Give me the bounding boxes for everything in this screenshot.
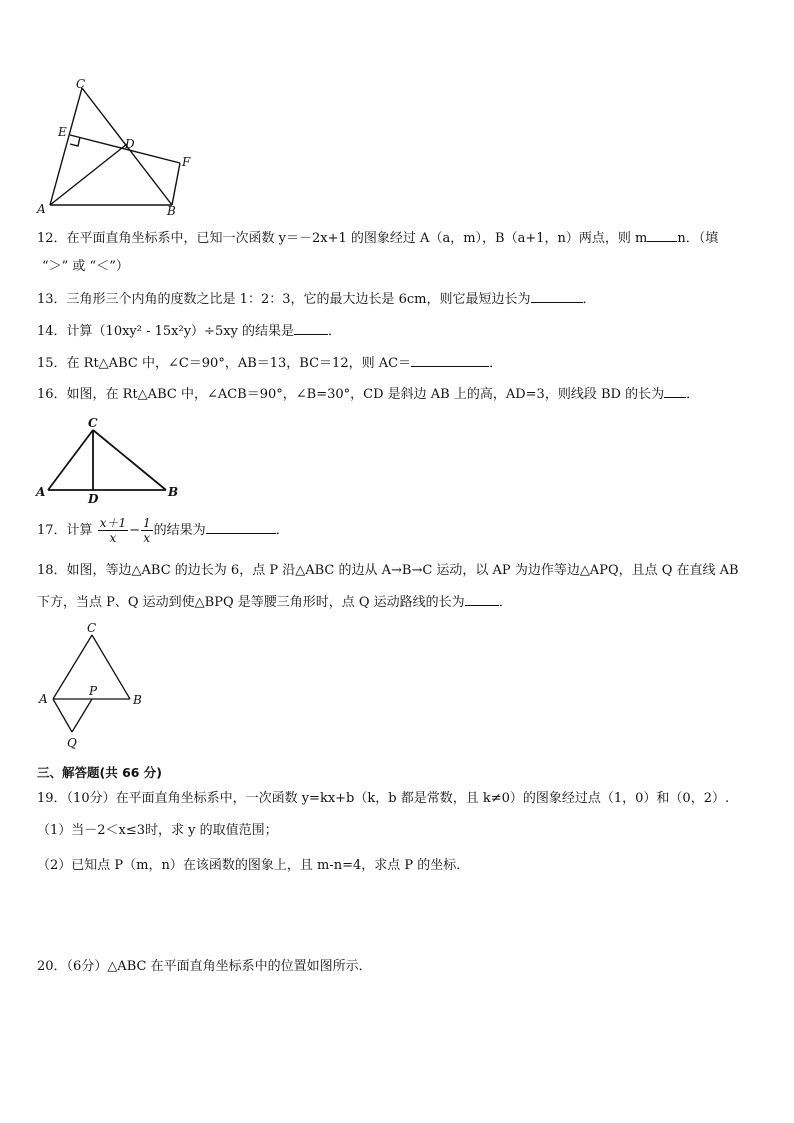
question-12-cont [42, 258, 129, 276]
question-16 [37, 385, 699, 404]
q14-text-b: ． [328, 324, 342, 339]
figure2-label-d: D [88, 492, 99, 506]
figure1-lines [50, 88, 180, 205]
q17-minus: − [129, 523, 140, 538]
question-19-part-2 [37, 857, 469, 875]
figure1-label-c: C [76, 77, 86, 91]
q14-text-a: 14．计算（10xy² - 15x²y）÷5xy 的结果是 [37, 324, 295, 339]
q16-answer-blank[interactable] [664, 385, 686, 398]
q17-fraction-1 [98, 516, 128, 545]
q16-text-a: 16．如图，在 Rt△ABC 中，∠ACB＝90°，∠B=30°，CD 是斜边 AB 上的高，AD=3，则线段 BD 的长为 [37, 387, 665, 402]
q18-text-b: 下方，当点 P、Q 运动到使△BPQ 是等腰三角形时，点 Q 运动路线的长为 [37, 595, 465, 610]
q12-text-c: “＞” 或 “＜”） [42, 259, 129, 274]
figure3-label-b: B [133, 693, 142, 707]
question-15 [37, 354, 502, 373]
question-13 [37, 290, 596, 309]
q18-answer-blank[interactable] [465, 593, 499, 606]
figure3-label-a: A [39, 692, 48, 706]
q17-answer-blank[interactable] [206, 521, 276, 534]
figure1-label-f: F [182, 155, 191, 169]
question-18 [37, 562, 739, 580]
question-12 [37, 229, 718, 248]
figure1-label-b: B [167, 204, 176, 218]
question-19-part-1 [37, 822, 278, 840]
q18-text-c: ． [498, 595, 512, 610]
figure2-lines [48, 430, 166, 490]
question-19 [37, 790, 729, 808]
question-18-cont [37, 593, 512, 612]
q17-text-b: 的结果为 [153, 523, 206, 538]
figure1-label-e: E [58, 125, 67, 139]
q14-answer-blank[interactable] [294, 322, 328, 335]
q13-answer-blank[interactable] [531, 290, 583, 303]
q17-frac2-numerator: 1 [143, 516, 151, 530]
q19-part2: （2）已知点 P（m，n）在该函数的图象上，且 m-n=4，求点 P 的坐标． [37, 858, 470, 873]
q17-frac1-numerator: x＋1 [99, 516, 127, 530]
q17-frac2-denominator: x [143, 531, 151, 545]
figure-equilateral-triangles [34, 620, 164, 750]
q15-text-b: ． [489, 356, 503, 371]
figure2-label-b: B [168, 485, 179, 499]
q15-answer-blank[interactable] [411, 354, 489, 367]
figure1-label-d: D [125, 137, 135, 151]
q13-text-b: ． [582, 292, 596, 307]
figure3-label-q: Q [67, 736, 77, 750]
q19-part1: （1）当－2＜x≤3时，求 y 的取值范围； [37, 823, 278, 838]
q15-text-a: 15．在 Rt△ABC 中，∠C＝90°，AB＝13，BC＝12，则 AC＝ [37, 356, 412, 371]
figure-right-triangle-abc [34, 414, 194, 504]
figure2-label-c: C [88, 416, 98, 430]
figure-triangle-abc-with-d [30, 78, 190, 218]
q18-text-a: 18．如图，等边△ABC 的边长为 6，点 P 沿△ABC 的边从 A→B→C 运动，以 AP 为边作等边△APQ，且点 Q 在直线 AB [37, 563, 739, 578]
figure3-label-c: C [87, 621, 97, 635]
q17-text-a: 17．计算 [37, 523, 93, 538]
q13-text-a: 13．三角形三个内角的度数之比是 1：2：3，它的最大边长是 6cm，则它最短边长为 [37, 292, 531, 307]
q20-stem: 20．（6分）△ABC 在平面直角坐标系中的位置如图所示． [37, 959, 372, 974]
q17-fraction-2 [141, 516, 153, 545]
figure2-label-a: A [36, 485, 46, 499]
q16-text-b: ． [686, 387, 700, 402]
q12-answer-blank[interactable] [647, 229, 677, 242]
figure3-label-p: P [89, 684, 98, 698]
question-17 [37, 516, 289, 545]
q12-text-b: n．（填 [677, 231, 719, 246]
q17-text-c: ． [275, 523, 289, 538]
question-20 [37, 958, 372, 976]
q17-frac1-denominator: x [109, 531, 117, 545]
q12-text-a: 12．在平面直角坐标系中，已知一次函数 y＝－2x+1 的图象经过 A（a，m），B（a+1，n）两点，则 m [37, 231, 648, 246]
question-14 [37, 322, 341, 341]
section-title-solutions: 三、解答题(共 66 分) [37, 765, 163, 780]
q19-stem: 19．（10分）在平面直角坐标系中，一次函数 y=kx+b（k，b 都是常数，且 k≠0）的图象经过点（1，0）和（0，2）. [37, 791, 730, 806]
figure1-label-a: A [37, 202, 46, 216]
